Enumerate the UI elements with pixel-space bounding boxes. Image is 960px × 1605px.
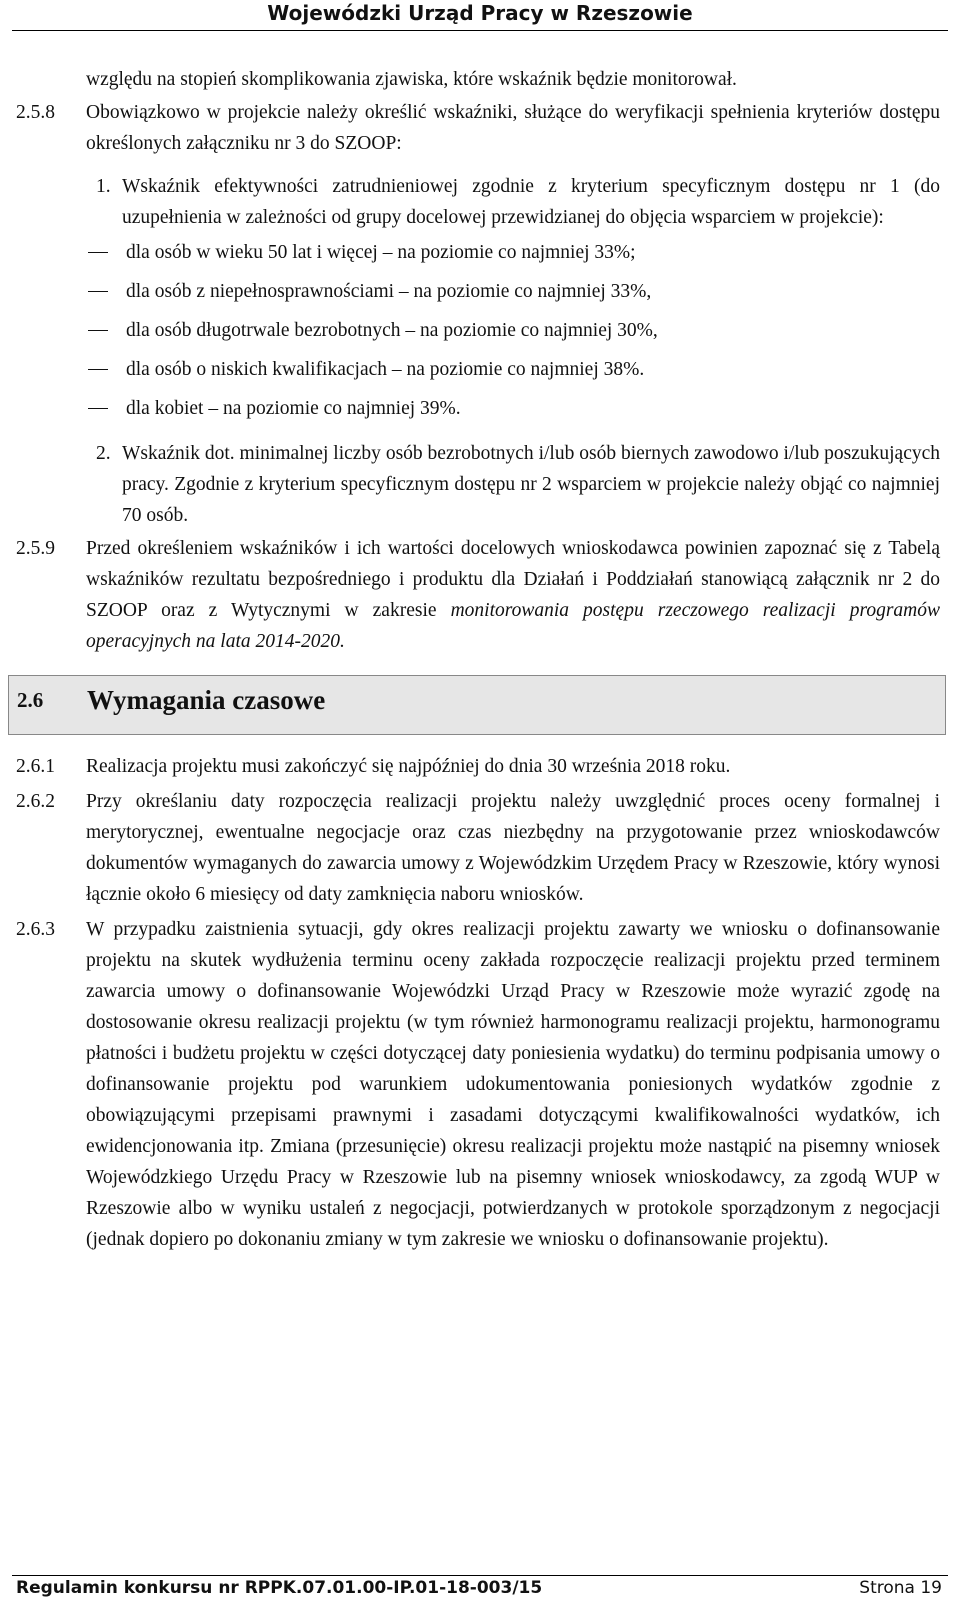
list-item-text: Wskaźnik efektywności zatrudnieniowej zgodnie z kryterium specyficznym dostępu nr 1 (do uzupełnienia w zależności od grupy docelowej przewidzianej do objęcia wsparciem w projekcie): — [122, 176, 940, 228]
paragraph-number: 2.6.2 — [16, 791, 55, 812]
list-number: 2. — [96, 443, 111, 464]
dash-item: dla osób z niepełnosprawnościami – na poziomie co najmniej 33%, — [0, 272, 960, 311]
paragraph-text: Przy określaniu daty rozpoczęcia realizacji projektu należy uwzględnić proces oceny formalnej i merytorycznej, ewentualne negocjacje oraz czas niezbędny na przygotowanie przez wnioskodawców dokumentów wymaganych do zawarcia umowy z Wojewódzkim Urzędem Pracy w Rzeszowie, który wynosi łącznie około 6 miesięcy od daty zamknięcia naboru wniosków. — [86, 791, 940, 905]
dash-bullet — [88, 408, 108, 409]
dash-bullet — [88, 291, 108, 292]
list-item-2 — [0, 438, 960, 531]
list-item-1 — [0, 171, 960, 233]
dash-item: dla osób długotrwale bezrobotnych – na poziomie co najmniej 30%, — [0, 311, 960, 350]
paragraph-2-6-1 — [0, 751, 960, 782]
paragraph-2-5-8 — [0, 97, 960, 159]
paragraph-italic-text: monitorowania postępu rzeczowego realizacji programów operacyjnych na lata 2014-2020. — [86, 600, 940, 652]
footer-rule — [12, 1575, 948, 1576]
paragraph-number: 2.6.3 — [16, 919, 55, 940]
dash-bullet — [88, 369, 108, 370]
dash-item: dla osób w wieku 50 lat i więcej – na poziomie co najmniej 33%; — [0, 233, 960, 272]
dash-item: dla kobiet – na poziomie co najmniej 39%. — [0, 389, 960, 428]
paragraph-continuation: względu na stopień skomplikowania zjawiska, które wskaźnik będzie monitorował. — [86, 69, 737, 90]
header-title: Wojewódzki Urząd Pracy w Rzeszowie — [267, 1, 693, 25]
paragraph-text: Realizacja projektu musi zakończyć się najpóźniej do dnia 30 września 2018 roku. — [86, 756, 731, 777]
paragraph-2-5-9 — [0, 533, 960, 657]
page-header — [0, 0, 960, 32]
page-content — [0, 64, 960, 1255]
list-number: 1. — [96, 176, 111, 197]
dash-bullet — [88, 252, 108, 253]
paragraph-number: 2.6.1 — [16, 756, 55, 777]
dash-bullet — [88, 330, 108, 331]
paragraph-text: W przypadku zaistnienia sytuacji, gdy okres realizacji projektu zawarty we wniosku o dofinansowanie projektu na skutek wydłużenia terminu oceny zakłada rozpoczęcie realizacji projektu przed terminem zawarcia umowy o dofinansowanie Wojewódzki Urząd Pracy w Rzeszowie może wyrazić zgodę na dostosowanie okresu realizacji projektu (w tym również harmonogramu realizacji projektu, harmonogramu płatności i budżetu projektu w części dotyczącej daty poniesienia wydatku) do terminu podpisania umowy o dofinansowanie projektu pod warunkiem udokumentowania poniesionych wydatków zgodnie z obowiązującymi przepisami prawnymi i zasadami dotyczącymi kwalifikowalności wydatków, ich ewidencjonowania itp. Zmiana (przesunięcie) okresu realizacji projektu może nastąpić na pisemny wniosek Wojewódzkiego Urzędu Pracy w Rzeszowie lub na pisemny wniosek wnioskodawcy, za zgodą WUP w Rzeszowie albo w wyniku ustaleń z negocjacji, potwierdzanych w protokole sporządzonym z negocjacji (jednak dopiero po dokonaniu zmiany w tym zakresie we wniosku o dofinansowanie projektu). — [86, 919, 940, 1250]
paragraph-number: 2.5.8 — [16, 102, 55, 123]
paragraph-2-6-2 — [0, 786, 960, 910]
paragraph-number: 2.5.9 — [16, 538, 55, 559]
section-title: Wymagania czasowe — [87, 685, 326, 715]
header-rule — [12, 30, 948, 31]
dash-item: dla osób o niskich kwalifikacjach – na poziomie co najmniej 38%. — [0, 350, 960, 389]
section-number: 2.6 — [17, 688, 44, 712]
paragraph-text: Przed określeniem wskaźników i ich wartości docelowych wnioskodawca powinien zapoznać się z Tabelą wskaźników rezultatu bezpośredniego i produktu dla Działań i Poddziałań stanowiącą załącznik nr 2 do SZOOP oraz z Wytycznymi w zakresie — [86, 538, 940, 621]
footer-page-number: Strona 19 — [859, 1578, 942, 1598]
list-item-text: Wskaźnik dot. minimalnej liczby osób bezrobotnych i/lub osób biernych zawodowo i/lub poszukujących pracy. Zgodnie z kryterium specyficznym dostępu nr 2 wsparciem w projekcie należy objąć co najmniej 70 osób. — [122, 443, 940, 526]
footer-document-id: Regulamin konkursu nr RPPK.07.01.00-IP.01-18-003/15 — [16, 1578, 543, 1598]
paragraph-2-6-3 — [0, 914, 960, 1255]
paragraph-text: Obowiązkowo w projekcie należy określić wskaźniki, służące do weryfikacji spełnienia kryteriów dostępu określonych załączniku nr 3 do SZOOP: — [86, 102, 940, 154]
section-heading-box — [8, 675, 946, 735]
